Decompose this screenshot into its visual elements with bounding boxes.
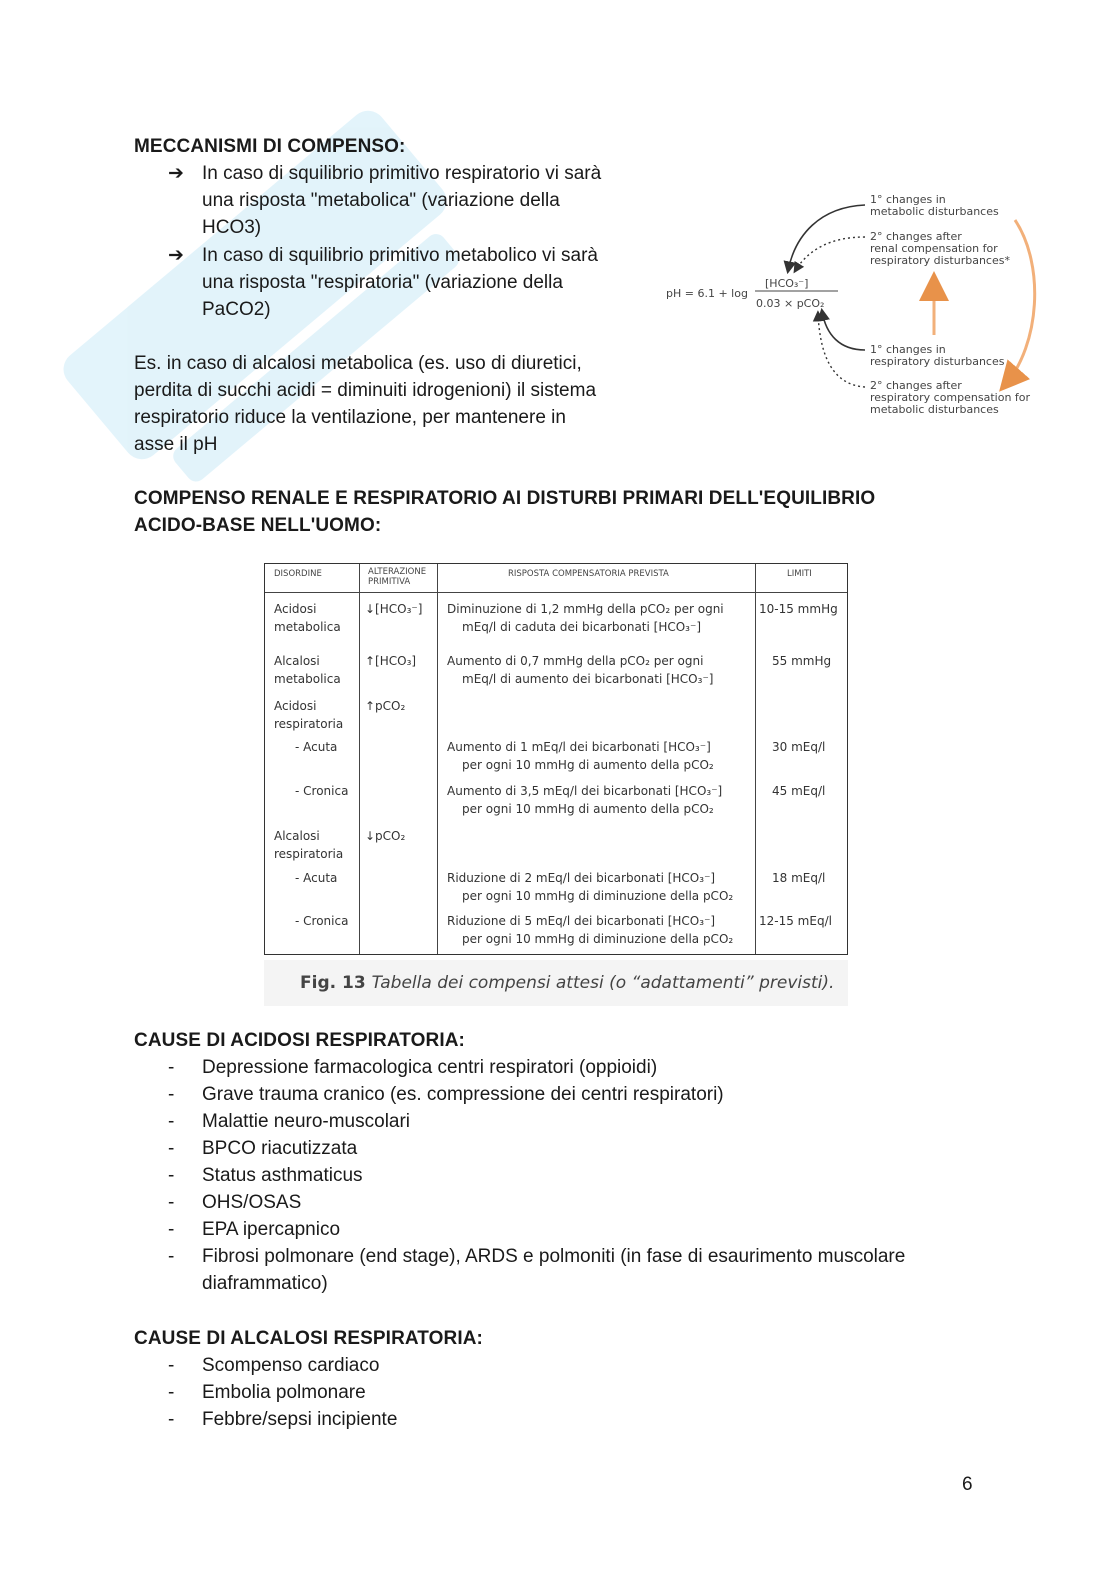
list-item: - BPCO riacutizzata bbox=[168, 1138, 358, 1159]
label-metabolic: 1° changes in metabolic disturbances bbox=[870, 193, 999, 218]
section-heading-renale bbox=[134, 485, 1034, 539]
compensation-diagram bbox=[660, 185, 1050, 425]
table-cell-disorder: Acidosi respiratoria bbox=[274, 699, 344, 731]
table-cell-limit: 12-15 mEq/l bbox=[759, 914, 832, 928]
header-risposta: RISPOSTA COMPENSATORIA PREVISTA bbox=[508, 569, 669, 579]
arrow-bullet-icon: ➔ bbox=[168, 245, 184, 266]
table-cell-disorder: - Acuta bbox=[295, 871, 338, 885]
alcalosi-list bbox=[168, 1352, 988, 1433]
list-item-line: In caso di squilibrio primitivo metabolico vi sarà bbox=[202, 245, 598, 266]
section-heading-acidosi: CAUSE DI ACIDOSI RESPIRATORIA: bbox=[134, 1030, 465, 1051]
label-respiratory-compensation: 2° changes after respiratory compensation for metabolic disturbances bbox=[870, 379, 1031, 416]
table-cell-response: Diminuzione di 1,2 mmHg della pCO₂ per ogni mEq/l di caduta dei bicarbonati [HCO₃⁻] bbox=[447, 602, 724, 634]
list-item: - Malattie neuro-muscolari bbox=[168, 1111, 411, 1132]
table-cell-response: Riduzione di 5 mEq/l dei bicarbonati [HCO₃⁻] per ogni 10 mmHg di diminuzione della pCO₂ bbox=[447, 914, 734, 946]
table-cell-limit: 30 mEq/l bbox=[772, 740, 826, 754]
compensation-table bbox=[264, 563, 848, 955]
example-paragraph bbox=[134, 350, 654, 458]
table-cell-alteration: ↑[HCO₃] bbox=[365, 654, 417, 668]
list-item-line: una risposta "metabolica" (variazione della bbox=[202, 190, 560, 211]
table-cell-limit: 45 mEq/l bbox=[772, 784, 826, 798]
table-cell-disorder: Alcalosi metabolica bbox=[274, 654, 341, 686]
paragraph-line: Es. in caso di alcalosi metabolica (es. uso di diuretici, bbox=[134, 353, 582, 374]
table-cell-alteration: ↑pCO₂ bbox=[365, 699, 406, 713]
heading-line: ACIDO-BASE NELL'UOMO: bbox=[134, 515, 382, 536]
list-item: - Fibrosi polmonare (end stage), ARDS e polmoniti (in fase di esaurimento muscolare diaframmatico) bbox=[168, 1246, 906, 1294]
list-item: - Embolia polmonare bbox=[168, 1382, 366, 1403]
table-cell-disorder: Acidosi metabolica bbox=[274, 602, 341, 634]
list-item: - Febbre/sepsi incipiente bbox=[168, 1409, 398, 1430]
acidosi-list bbox=[168, 1054, 988, 1297]
list-item-line: PaCO2) bbox=[202, 299, 271, 320]
respiratory-arrow bbox=[822, 311, 865, 350]
table-cell-alteration: ↓[HCO₃⁻] bbox=[365, 602, 423, 616]
renal-compensation-arrow bbox=[795, 237, 865, 271]
list-item-line: In caso di squilibrio primitivo respiratorio vi sarà bbox=[202, 163, 602, 184]
section-heading-alcalosi: CAUSE DI ALCALOSI RESPIRATORIA: bbox=[134, 1328, 483, 1349]
header-limiti: LIMITI bbox=[787, 569, 812, 579]
table-cell-disorder: - Cronica bbox=[295, 784, 349, 798]
label-renal-compensation: 2° changes after renal compensation for respiratory disturbances* bbox=[870, 230, 1010, 267]
header-disordine: DISORDINE bbox=[274, 569, 322, 579]
list-item: - Scompenso cardiaco bbox=[168, 1355, 380, 1376]
table-cell-response: Riduzione di 2 mEq/l dei bicarbonati [HCO₃⁻] per ogni 10 mmHg di diminuzione della pCO₂ bbox=[447, 871, 734, 903]
table-cell-disorder: - Acuta bbox=[295, 740, 338, 754]
table-cell-limit: 10-15 mmHg bbox=[759, 602, 838, 616]
orange-compensation-arrow bbox=[1005, 220, 1035, 385]
header-alterazione: ALTERAZIONE PRIMITIVA bbox=[368, 567, 427, 587]
list-item: - EPA ipercapnico bbox=[168, 1219, 341, 1240]
equation-lhs: pH = 6.1 + log bbox=[666, 287, 748, 300]
equation-numerator: [HCO₃⁻] bbox=[765, 277, 809, 290]
list-item bbox=[168, 242, 638, 323]
table-cell-response: Aumento di 3,5 mEq/l dei bicarbonati [HCO₃⁻] per ogni 10 mmHg di aumento della pCO₂ bbox=[447, 784, 723, 816]
section-heading-compenso: MECCANISMI DI COMPENSO: bbox=[134, 136, 406, 157]
caption-text: Tabella dei compensi attesi (o “adattamenti” previsti). bbox=[371, 973, 835, 993]
list-item: - Depressione farmacologica centri respiratori (oppioidi) bbox=[168, 1057, 658, 1078]
list-item: - OHS/OSAS bbox=[168, 1192, 302, 1213]
table-cell-limit: 55 mmHg bbox=[772, 654, 832, 668]
label-respiratory: 1° changes in respiratory disturbances bbox=[870, 343, 1005, 368]
list-item bbox=[168, 160, 638, 241]
list-item-line: una risposta "respiratoria" (variazione della bbox=[202, 272, 563, 293]
table-cell-response: Aumento di 1 mEq/l dei bicarbonati [HCO₃⁻] per ogni 10 mmHg di aumento della pCO₂ bbox=[447, 740, 714, 772]
equation-denominator: 0.03 × pCO₂ bbox=[756, 297, 825, 310]
page-number: 6 bbox=[962, 1474, 973, 1495]
paragraph-line: asse il pH bbox=[134, 434, 218, 455]
table-cell-disorder: Alcalosi respiratoria bbox=[274, 829, 344, 861]
table-cell-response: Aumento di 0,7 mmHg della pCO₂ per ogni mEq/l di aumento dei bicarbonati [HCO₃⁻] bbox=[447, 654, 714, 686]
heading-line: COMPENSO RENALE E RESPIRATORIO AI DISTURBI PRIMARI DELL'EQUILIBRIO bbox=[134, 488, 876, 509]
paragraph-line: respiratorio riduce la ventilazione, per mantenere in bbox=[134, 407, 566, 428]
list-item-line: HCO3) bbox=[202, 217, 262, 238]
table-cell-limit: 18 mEq/l bbox=[772, 871, 826, 885]
figure-caption bbox=[264, 960, 848, 1006]
list-item: - Grave trauma cranico (es. compressione dei centri respiratori) bbox=[168, 1084, 724, 1105]
list-item: - Status asthmaticus bbox=[168, 1165, 363, 1186]
paragraph-line: perdita di succhi acidi = diminuiti idrogenioni) il sistema bbox=[134, 380, 597, 401]
arrow-bullet-icon: ➔ bbox=[168, 163, 184, 184]
table-cell-disorder: - Cronica bbox=[295, 914, 349, 928]
caption-label: Fig. 13 bbox=[300, 973, 366, 993]
table-cell-alteration: ↓pCO₂ bbox=[365, 829, 406, 843]
